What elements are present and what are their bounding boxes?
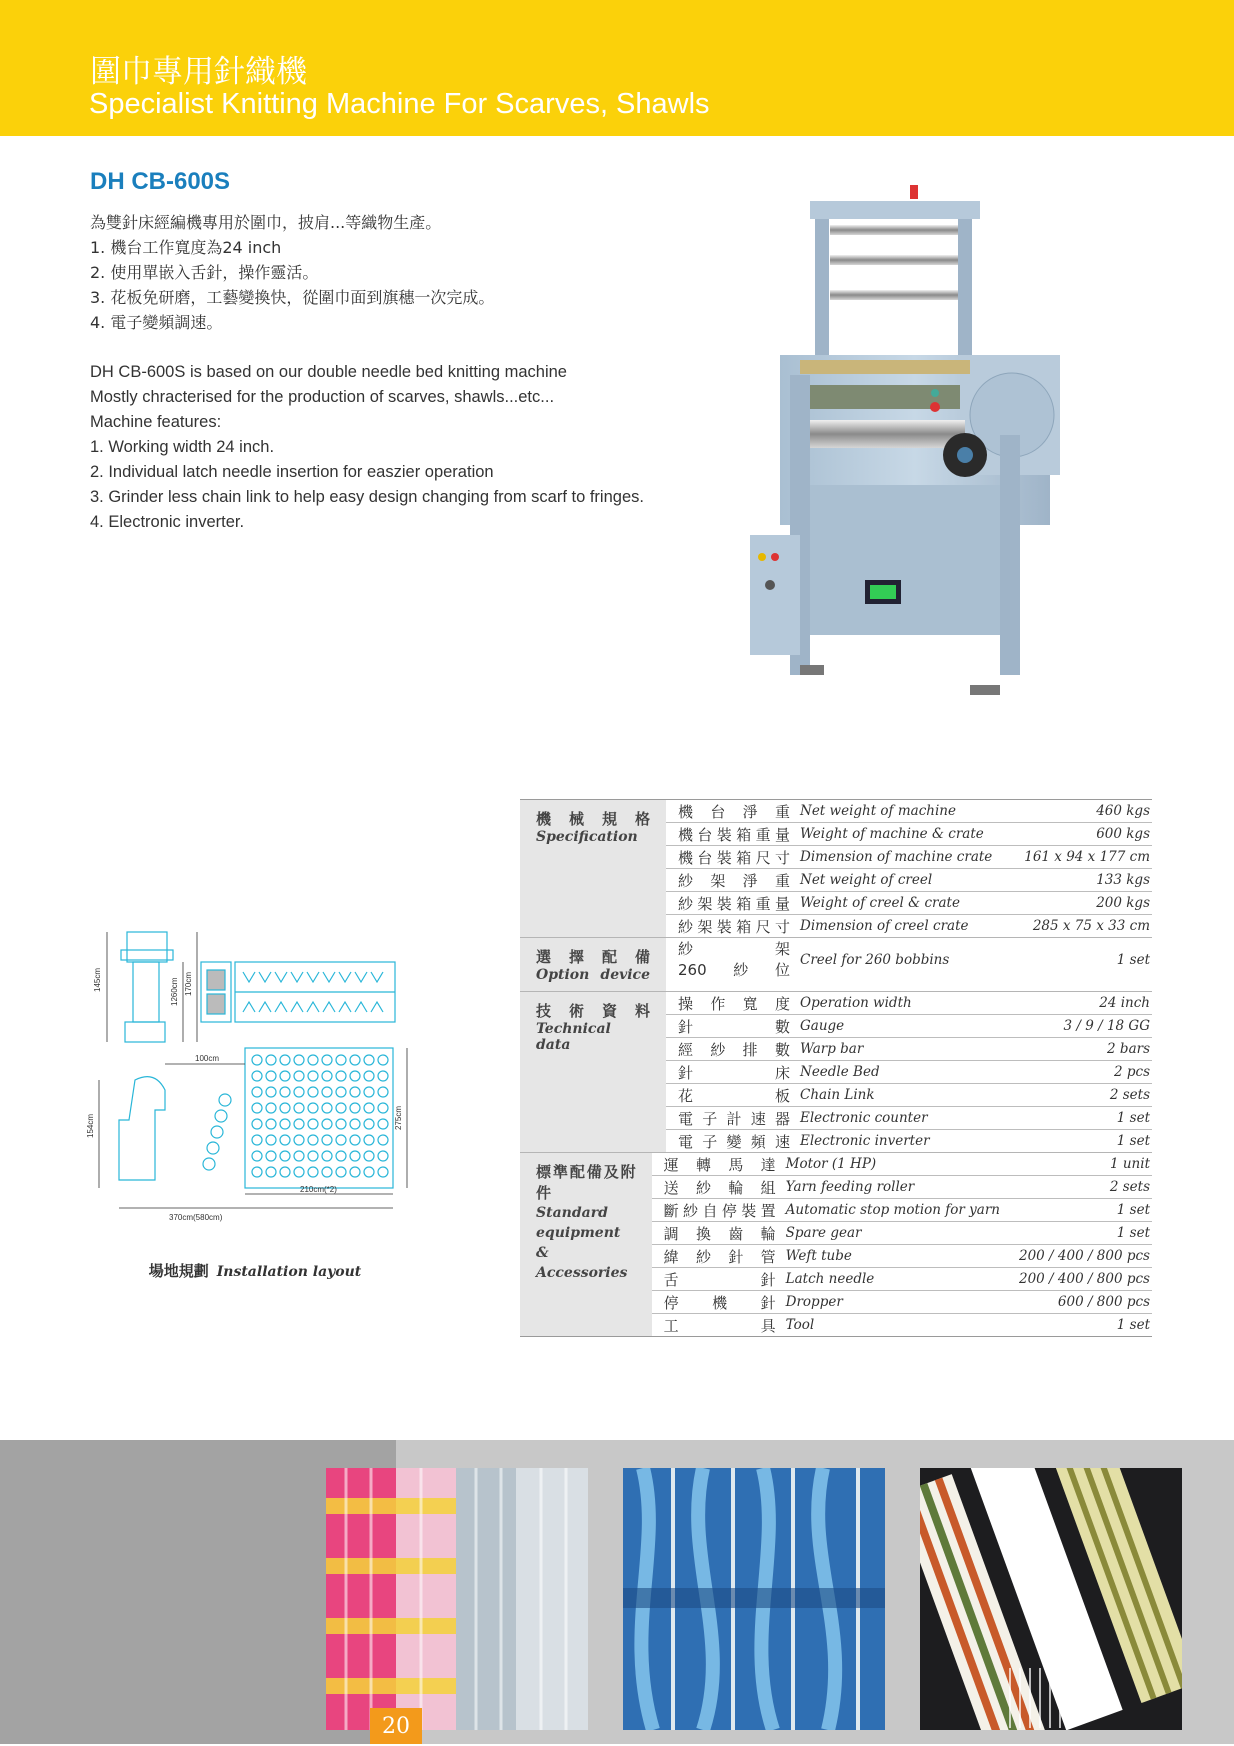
row-zh-line: 260紗位	[678, 961, 790, 979]
row-zh: 機台裝箱尺寸	[678, 848, 790, 867]
dim-154: 154cm	[86, 1113, 95, 1138]
row-value: 200 / 400 / 800 pcs	[1019, 1248, 1150, 1264]
group-label	[520, 938, 666, 991]
intro-cn-line: 為雙針床經編機專用於圍巾，披肩...等織物生產。	[90, 213, 442, 232]
row-value: 1 set	[1116, 1225, 1150, 1241]
dim-275: 275cm	[394, 1105, 403, 1130]
row-zh: 針數	[678, 1017, 790, 1036]
scarf-photo-blue	[623, 1468, 885, 1730]
table-row	[666, 992, 1152, 1015]
row-zh: 經紗排數	[678, 1040, 790, 1059]
row-value: 200 kgs	[1096, 895, 1150, 911]
scarf-photo-pink	[326, 1468, 588, 1730]
intro-en-line: Mostly chracterised for the production of scarves, shawls...etc...	[90, 388, 555, 406]
row-value: 1 set	[1116, 1202, 1150, 1218]
group-label-en: Technical data	[536, 1021, 611, 1053]
row-en: Dimension of machine crate	[800, 849, 993, 865]
layout-caption	[85, 1260, 425, 1281]
spec-group	[520, 800, 1152, 938]
row-zh: 操作寬度	[678, 994, 790, 1013]
group-label-cn: 標準配備及附件	[536, 1163, 636, 1202]
row-zh: 工具	[663, 1316, 776, 1335]
row-zh: 送紗輪組	[663, 1178, 776, 1197]
row-value: 285 x 75 x 33 cm	[1032, 918, 1150, 934]
dim-370: 370cm(580cm)	[169, 1213, 223, 1222]
intro-en-line: 2. Individual latch needle insertion for easzier operation	[90, 463, 494, 481]
row-value: 600 kgs	[1096, 826, 1150, 842]
page-number: 20	[370, 1708, 422, 1744]
row-value: 600 / 800 pcs	[1057, 1294, 1150, 1310]
row-value: 460 kgs	[1096, 803, 1150, 819]
row-value: 2 bars	[1107, 1041, 1150, 1057]
intro-en	[90, 360, 644, 535]
table-row	[666, 823, 1152, 846]
row-value: 1 set	[1116, 1110, 1150, 1126]
dim-170: 170cm	[184, 971, 193, 996]
row-en: Operation width	[800, 995, 912, 1011]
group-label	[520, 1153, 652, 1336]
row-en: Net weight of creel	[800, 872, 933, 888]
row-en: Weft tube	[785, 1248, 852, 1264]
group-label-en-line: Accessories	[536, 1265, 628, 1281]
row-en: Automatic stop motion for yarn	[785, 1202, 1000, 1218]
row-zh: 紗架淨重	[678, 871, 790, 890]
row-zh: 花板	[678, 1086, 790, 1105]
table-row	[652, 1176, 1152, 1199]
dim-210: 210cm(*2)	[300, 1185, 337, 1194]
table-row	[666, 1130, 1152, 1152]
installation-layout-drawing	[85, 920, 425, 1230]
row-value: 1 set	[1116, 1133, 1150, 1149]
dim-145: 145cm	[93, 967, 102, 992]
row-en: Chain Link	[800, 1087, 875, 1103]
row-zh: 電子計速器	[678, 1109, 790, 1128]
row-zh	[666, 939, 790, 981]
row-en: Dropper	[785, 1294, 843, 1310]
scarf-photo-striped	[920, 1468, 1182, 1730]
table-row	[652, 1291, 1152, 1314]
row-zh: 調換齒輪	[663, 1224, 776, 1243]
table-row	[666, 892, 1152, 915]
layout-caption-en: Installation layout	[216, 1264, 362, 1280]
intro-en-line: 3. Grinder less chain link to help easy design changing from scarf to fringes.	[90, 488, 644, 506]
row-value: 2 sets	[1109, 1179, 1150, 1195]
row-zh: 停機針	[663, 1293, 776, 1312]
row-en: Weight of creel & crate	[800, 895, 960, 911]
row-zh: 舌針	[663, 1270, 776, 1289]
group-label-en-line: equipment &	[536, 1225, 621, 1261]
row-zh: 紗架裝箱重量	[678, 894, 790, 913]
row-en: Creel for 260 bobbins	[800, 952, 950, 968]
table-row	[666, 1038, 1152, 1061]
table-row	[666, 1061, 1152, 1084]
row-en: Yarn feeding roller	[785, 1179, 915, 1195]
intro-en-line: DH CB-600S is based on our double needle bed knitting machine	[90, 363, 567, 381]
row-value: 200 / 400 / 800 pcs	[1019, 1271, 1150, 1287]
row-value: 133 kgs	[1096, 872, 1150, 888]
table-row	[666, 800, 1152, 823]
intro-cn	[90, 210, 494, 335]
group-label	[520, 992, 666, 1152]
row-value: 161 x 94 x 177 cm	[1024, 849, 1150, 865]
row-en: Weight of machine & crate	[800, 826, 984, 842]
row-value: 1 set	[1116, 952, 1150, 968]
row-zh: 針床	[678, 1063, 790, 1082]
knitting-machine-image	[730, 185, 1120, 730]
row-value: 1 unit	[1109, 1156, 1150, 1172]
table-row	[666, 938, 1152, 982]
group-label	[520, 800, 666, 937]
row-value: 2 sets	[1109, 1087, 1150, 1103]
spec-group	[520, 938, 1152, 992]
intro-cn-line: 3. 花板免研磨，工藝變換快，從圍巾面到旗穗一次完成。	[90, 288, 495, 307]
row-en: Motor (1 HP)	[785, 1156, 877, 1172]
row-zh: 機台淨重	[678, 802, 790, 821]
dim-100: 100cm	[195, 1054, 220, 1063]
table-row	[652, 1222, 1152, 1245]
row-value: 1 set	[1116, 1317, 1150, 1333]
group-label-en-line: Standard	[536, 1205, 608, 1221]
row-value: 3 / 9 / 18 GG	[1063, 1018, 1150, 1034]
model-name: DH CB-600S	[90, 168, 231, 195]
row-en: Net weight of machine	[800, 803, 956, 819]
spec-group	[520, 992, 1152, 1153]
group-label-en: Specification	[536, 829, 638, 845]
row-zh: 紗架裝箱尺寸	[678, 917, 790, 936]
table-row	[666, 869, 1152, 892]
table-row	[666, 1015, 1152, 1038]
intro-en-line: 4. Electronic inverter.	[90, 513, 245, 531]
row-zh: 機台裝箱重量	[678, 825, 790, 844]
group-label-cn: 機械規格	[536, 810, 650, 828]
header-title-cn: 圍巾專用針織機	[90, 54, 307, 90]
row-zh-line: 紗架	[678, 940, 790, 958]
row-en: Electronic counter	[800, 1110, 928, 1126]
table-row	[652, 1153, 1152, 1176]
spec-group	[520, 1153, 1152, 1336]
row-zh: 電子變頻速	[678, 1132, 790, 1151]
row-en: Gauge	[800, 1018, 845, 1034]
intro-en-line: Machine features:	[90, 413, 222, 431]
table-row	[666, 915, 1152, 937]
dim-1260: 1260cm	[170, 977, 179, 1006]
intro-en-line: 1. Working width 24 inch.	[90, 438, 275, 456]
group-label-cn: 選擇配備	[536, 948, 650, 966]
header-title-en: Specialist Knitting Machine For Scarves, Shawls	[89, 88, 710, 120]
row-zh: 緯紗針管	[663, 1247, 776, 1266]
group-label-en: Option device	[536, 967, 650, 983]
row-en: Needle Bed	[800, 1064, 880, 1080]
row-en: Tool	[785, 1317, 815, 1333]
table-row	[666, 1107, 1152, 1130]
intro-cn-line: 4. 電子變頻調速。	[90, 313, 223, 332]
row-en: Dimension of creel crate	[800, 918, 969, 934]
table-row	[666, 1084, 1152, 1107]
row-en: Warp bar	[800, 1041, 864, 1057]
row-zh: 斷紗自停裝置	[663, 1201, 776, 1220]
row-zh: 運轉馬達	[663, 1155, 776, 1174]
spec-table	[520, 799, 1152, 1337]
row-value: 24 inch	[1099, 995, 1150, 1011]
intro-cn-line: 2. 使用單嵌入舌針，操作靈活。	[90, 263, 319, 282]
row-en: Electronic inverter	[800, 1133, 930, 1149]
table-row	[652, 1314, 1152, 1336]
layout-caption-cn: 場地規劃	[148, 1262, 209, 1280]
row-value: 2 pcs	[1113, 1064, 1150, 1080]
table-row	[652, 1245, 1152, 1268]
intro-cn-line: 1. 機台工作寬度為24 inch	[90, 238, 282, 257]
row-en: Latch needle	[785, 1271, 875, 1287]
group-label-cn: 技術資料	[536, 1002, 650, 1020]
table-row	[652, 1268, 1152, 1291]
page-header	[0, 0, 1234, 136]
table-row	[666, 846, 1152, 869]
row-en: Spare gear	[785, 1225, 862, 1241]
table-row	[652, 1199, 1152, 1222]
